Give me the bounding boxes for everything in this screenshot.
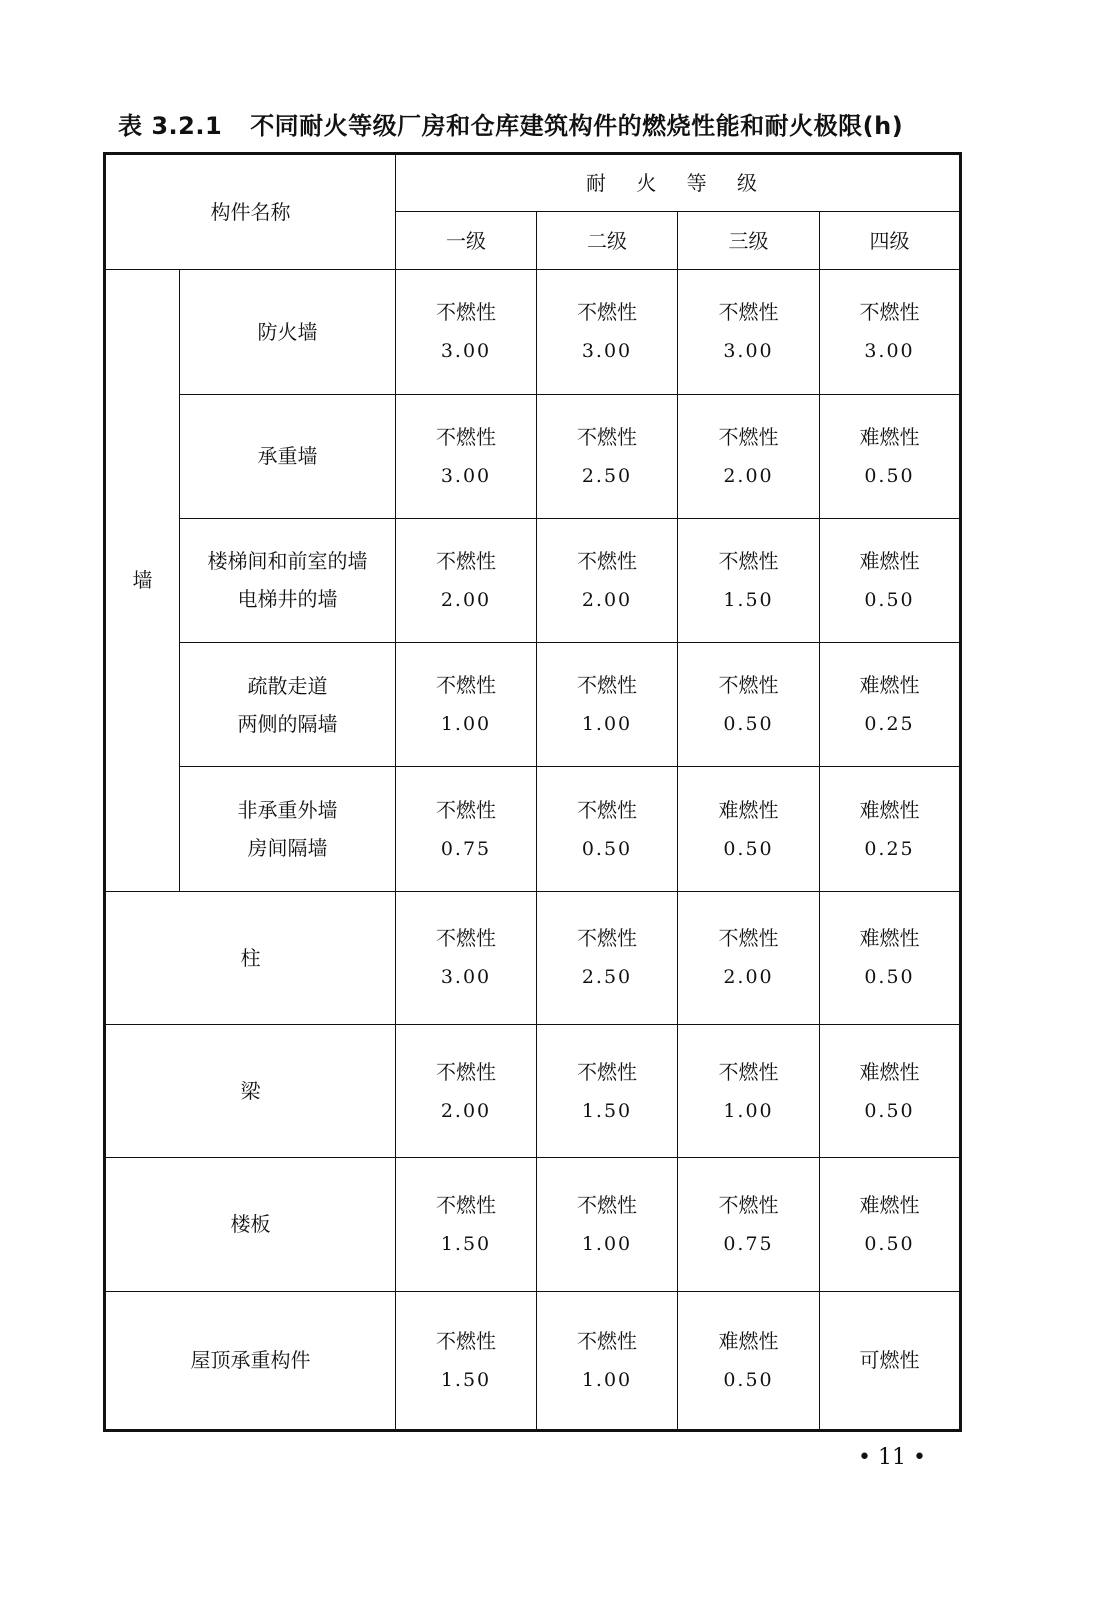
fire-resistance-hours: 3.00 [440,340,492,363]
fire-resistance-hours: 2.00 [440,1099,492,1122]
fire-rating-header: 耐 火 等 级 [396,154,961,212]
material-class: 难燃性 [718,1328,779,1353]
table-caption [118,106,998,141]
material-class: 不燃性 [436,1193,496,1218]
fire-resistance-hours: 0.50 [864,1099,915,1122]
fire-resistance-hours: 3.00 [864,340,915,363]
component-name-cell: 柱 [105,891,396,1024]
rating-cell [678,891,820,1024]
table-row [105,1158,961,1291]
fire-resistance-hours: 2.00 [723,966,774,989]
component-name-line: 楼梯间和前室的墙 [207,549,368,574]
fire-resistance-table [103,152,962,1432]
material-class: 不燃性 [718,926,779,951]
material-class: 难燃性 [859,797,920,822]
rating-cell [537,767,678,891]
rating-cell [396,270,537,394]
fire-resistance-hours: 0.25 [864,837,915,860]
component-name-cell [180,767,396,891]
material-class: 不燃性 [718,549,779,574]
fire-resistance-hours: 2.50 [581,966,633,989]
header-row [105,154,961,212]
material-class: 不燃性 [577,424,637,449]
table-number: 表 3.2.1 [118,112,223,140]
fire-resistance-hours: 1.50 [440,1368,492,1391]
material-class: 不燃性 [436,673,496,698]
rating-cell [396,767,537,891]
fire-resistance-hours: 0.50 [723,1368,774,1391]
page-number: • 11 • [858,1445,926,1470]
rating-cell [820,1024,961,1157]
fire-resistance-hours: 3.00 [440,966,492,989]
fire-resistance-hours: 2.00 [581,589,633,612]
rating-cell [537,1291,678,1430]
material-class: 不燃性 [436,549,496,574]
rating-cell [678,1291,820,1430]
fire-resistance-hours: 3.00 [581,340,633,363]
level-header-cell: 二级 [537,212,678,270]
component-name-line: 电梯井的墙 [237,587,338,612]
fire-resistance-hours: 0.50 [723,713,774,736]
wall-group-label: 墙 [105,270,180,891]
material-class: 不燃性 [436,424,496,449]
fire-resistance-hours: 0.75 [723,1233,774,1256]
rating-cell [537,1158,678,1291]
fire-resistance-hours: 0.50 [581,837,633,860]
rating-cell [396,1291,537,1430]
table-row [105,518,961,642]
fire-resistance-hours: 3.00 [723,340,774,363]
component-name-line: 非承重外墙 [237,798,338,823]
rating-cell [396,1158,537,1291]
component-name-cell: 楼板 [105,1158,396,1291]
material-class: 不燃性 [718,300,779,325]
material-class: 难燃性 [718,797,779,822]
fire-resistance-hours: 0.50 [864,1233,915,1256]
material-class: 不燃性 [859,300,920,325]
rating-cell [820,1158,961,1291]
rating-cell [678,394,820,518]
rating-cell [537,270,678,394]
rating-cell [678,270,820,394]
fire-resistance-hours: 1.00 [581,1368,633,1391]
fire-resistance-hours: 1.50 [581,1099,633,1122]
rating-cell [396,891,537,1024]
material-class: 不燃性 [577,673,637,698]
rating-cell [396,1024,537,1157]
component-name-header: 构件名称 [105,154,396,270]
table-row [105,270,961,394]
material-class: 不燃性 [577,300,637,325]
rating-cell [537,394,678,518]
material-class: 难燃性 [859,926,920,951]
fire-resistance-hours: 1.50 [440,1233,492,1256]
material-class: 难燃性 [859,673,920,698]
material-class: 不燃性 [718,424,779,449]
material-class: 不燃性 [436,1059,496,1084]
material-class: 难燃性 [859,549,920,574]
material-class: 不燃性 [718,673,779,698]
fire-resistance-hours: 1.50 [723,589,774,612]
level-header-cell: 四级 [820,212,961,270]
material-class: 不燃性 [577,926,637,951]
rating-cell [820,518,961,642]
fire-resistance-hours: 2.50 [581,464,633,487]
rating-cell [678,1158,820,1291]
fire-resistance-hours: 1.00 [440,713,492,736]
material-class: 不燃性 [577,549,637,574]
fire-resistance-hours: 0.50 [723,837,774,860]
material-class: 不燃性 [436,1328,496,1353]
table-row [105,767,961,891]
material-class: 不燃性 [577,1059,637,1084]
table-row [105,891,961,1024]
material-class: 难燃性 [859,1059,920,1084]
material-class: 可燃性 [859,1348,920,1373]
rating-cell [678,1024,820,1157]
material-class: 难燃性 [859,1193,920,1218]
material-class: 不燃性 [436,797,496,822]
rating-cell [820,767,961,891]
material-class: 不燃性 [718,1193,779,1218]
component-name-cell: 屋顶承重构件 [105,1291,396,1430]
component-name-cell [180,394,396,518]
rating-cell [396,394,537,518]
table-row [105,643,961,767]
component-name-line: 防火墙 [257,319,318,344]
material-class: 不燃性 [577,1328,637,1353]
component-name-line: 承重墙 [257,444,318,469]
material-class: 不燃性 [577,797,637,822]
fire-resistance-hours: 1.00 [581,713,633,736]
fire-resistance-hours: 0.50 [864,464,915,487]
table-title: 不同耐火等级厂房和仓库建筑构件的燃烧性能和耐火极限(h) [250,112,904,140]
material-class: 不燃性 [436,926,496,951]
level-header-cell: 三级 [678,212,820,270]
fire-resistance-hours: 2.00 [723,464,774,487]
fire-resistance-hours: 0.50 [864,589,915,612]
fire-resistance-hours: 3.00 [440,464,492,487]
rating-cell [820,1291,961,1430]
fire-resistance-hours: 2.00 [440,589,492,612]
component-name-cell [180,643,396,767]
rating-cell [396,643,537,767]
component-name-cell [180,518,396,642]
table-row [105,1291,961,1430]
rating-cell [537,518,678,642]
table-body [105,154,961,1431]
component-name-cell [180,270,396,394]
component-name-line: 房间隔墙 [247,836,328,861]
table-row [105,394,961,518]
rating-cell [396,518,537,642]
fire-resistance-hours: 0.50 [864,966,915,989]
rating-cell [678,767,820,891]
fire-resistance-hours: 1.00 [723,1099,774,1122]
rating-cell [820,270,961,394]
rating-cell [537,1024,678,1157]
fire-resistance-hours: 0.25 [864,713,915,736]
fire-resistance-hours: 1.00 [581,1233,633,1256]
material-class: 难燃性 [859,424,920,449]
rating-cell [820,394,961,518]
rating-cell [537,643,678,767]
rating-cell [678,518,820,642]
rating-cell [820,643,961,767]
component-name-line: 两侧的隔墙 [237,711,338,736]
rating-cell [820,891,961,1024]
rating-cell [678,643,820,767]
component-name-line: 疏散走道 [247,673,328,698]
level-header-cell: 一级 [396,212,537,270]
material-class: 不燃性 [718,1059,779,1084]
material-class: 不燃性 [436,300,496,325]
rating-cell [537,891,678,1024]
component-name-cell: 梁 [105,1024,396,1157]
table-row [105,1024,961,1157]
fire-resistance-hours: 0.75 [440,837,492,860]
material-class: 不燃性 [577,1193,637,1218]
